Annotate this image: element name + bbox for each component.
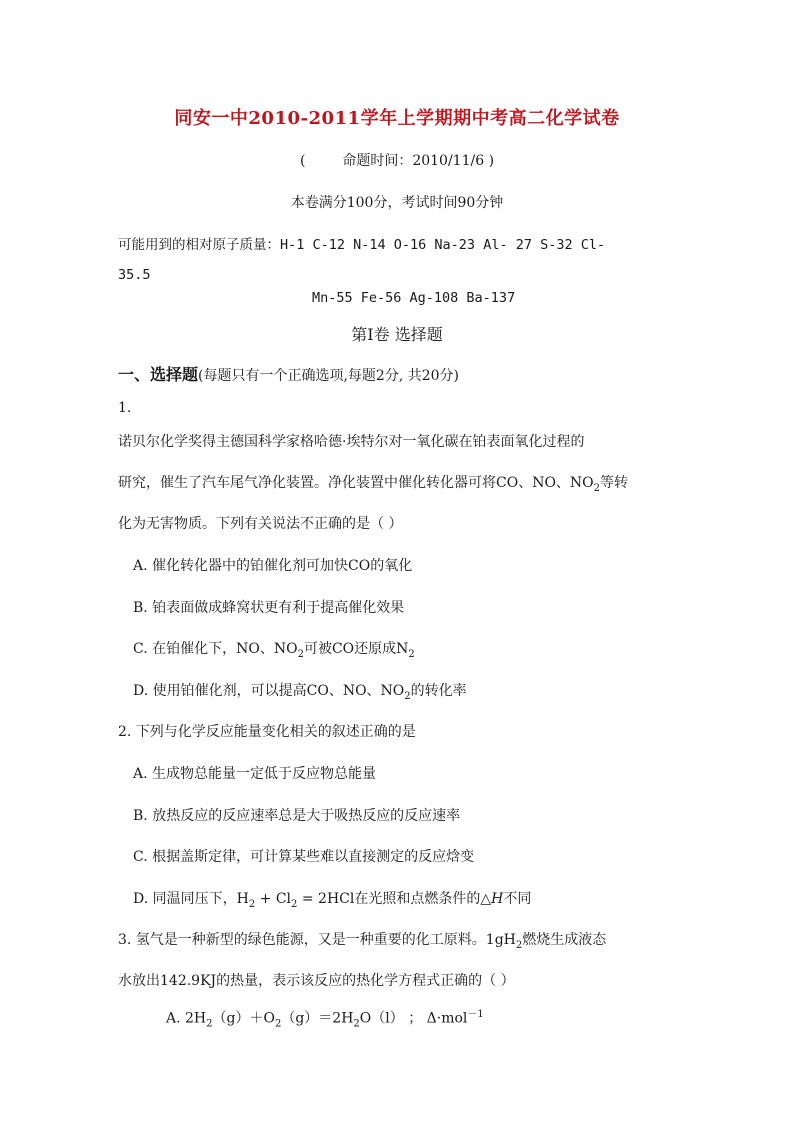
q1-stem-line-1: 诺贝尔化学奖得主德国科学家格哈德·埃特尔对一氧化碳在铂表面氧化过程的 bbox=[118, 434, 585, 450]
q2-stem: 2. 下列与化学反应能量变化相关的叙述正确的是 bbox=[118, 724, 416, 740]
q1-option-c bbox=[133, 638, 415, 660]
q3-stem-sub: 2 bbox=[515, 939, 523, 951]
q1-number: 1. bbox=[118, 400, 132, 416]
q3-stem-line-2: 水放出142.9KJ的热量，表示该反应的热化学方程式正确的（ ） bbox=[118, 973, 515, 989]
q2-option-d-sub2: 2 bbox=[291, 898, 298, 910]
q2-option-d-mid: + Cl bbox=[255, 891, 292, 907]
q2-option-d-tail1: = 2HCl在光照和点燃条件的△ bbox=[297, 891, 492, 907]
q3-option-a-p1: A. 2H bbox=[166, 1010, 207, 1027]
q1-option-d-text: D. 使用铂催化剂，可以提高CO、NO、NO bbox=[133, 683, 405, 699]
exam-title: 同安一中2010-2011学年上学期期中考高二化学试卷 bbox=[174, 108, 620, 129]
section-head-label: 一、选择题 bbox=[118, 365, 199, 384]
q1-option-c-text: C. 在铂催化下，NO、NO bbox=[133, 641, 298, 657]
q2-option-d-text: D. 同温同压下，H bbox=[133, 891, 249, 907]
date-open-paren: ( bbox=[299, 153, 306, 169]
date-line bbox=[0, 150, 794, 170]
q1-option-a: A. 催化转化器中的铂催化剂可加快CO的氧化 bbox=[133, 558, 413, 574]
q1-option-b: B. 铂表面做成蜂窝状更有利于提高催化效果 bbox=[133, 600, 405, 616]
score-line: 本卷满分100分，考试时间90分钟 bbox=[290, 195, 504, 211]
q1-stem-line-2 bbox=[118, 472, 628, 494]
atomic-mass-line-2: 35.5 bbox=[118, 267, 151, 283]
q3-option-a-p4: O（l） ； Δ·mol bbox=[359, 1010, 468, 1027]
q2-option-c: C. 根据盖斯定律，可计算某些难以直接测定的反应焓变 bbox=[133, 849, 475, 865]
q3-stem-text: 3. 氢气是一种新型的绿色能源，又是一种重要的化工原料。1gH bbox=[118, 932, 516, 948]
atomic-mass-line-3: Mn-55 Fe-56 Ag-108 Ba-137 bbox=[312, 290, 516, 306]
q3-option-a-p2: （g）＋O bbox=[212, 1010, 275, 1027]
q2-option-d-sub1: 2 bbox=[248, 898, 256, 910]
q1-option-d bbox=[133, 680, 467, 702]
atomic-mass-line-1: 可能用到的相对原子质量：H-1 C-12 N-14 O-16 Na-23 Al- 27 S-32 Cl- bbox=[118, 237, 606, 253]
q3-option-a-sup: －1 bbox=[467, 1009, 484, 1020]
q1-option-c-sub2: 2 bbox=[408, 648, 415, 660]
q3-stem-line-1 bbox=[118, 929, 606, 951]
q1-option-c-mid: 可被CO还原成N bbox=[303, 641, 409, 657]
q3-option-a-p3: （g）＝2H bbox=[281, 1010, 354, 1027]
q3-stem-tail: 燃烧生成液态 bbox=[522, 932, 607, 948]
q2-option-b: B. 放热反应的反应速率总是大于吸热反应的反应速率 bbox=[133, 808, 461, 824]
q2-option-d-tail2: 不同 bbox=[503, 891, 532, 907]
q2-option-a: A. 生成物总能量一定低于反应物总能量 bbox=[133, 766, 377, 782]
q1-stem-line-2-text: 研究，催生了汽车尾气净化装置。净化装置中催化转化器可将CO、NO、NO bbox=[118, 475, 594, 491]
q2-option-d-italic: H bbox=[491, 891, 504, 907]
q1-stem-sub: 2 bbox=[593, 482, 601, 494]
section-note: (每题只有一个正确选项,每题2分, 共20分) bbox=[198, 368, 460, 384]
q2-option-d bbox=[133, 888, 531, 910]
q3-option-a-s2: 2 bbox=[274, 1018, 282, 1030]
q1-option-d-sub: 2 bbox=[404, 690, 411, 702]
q1-option-d-tail: 的转化率 bbox=[410, 683, 467, 699]
part-title: 第Ⅰ卷 选择题 bbox=[351, 325, 443, 344]
section-heading bbox=[118, 362, 459, 385]
q1-stem-line-3: 化为无害物质。下列有关说法不正确的是（ ） bbox=[118, 516, 403, 532]
date-label: 命题时间：2010/11/6 bbox=[342, 153, 485, 169]
q3-option-a-s1: 2 bbox=[206, 1018, 213, 1030]
q1-option-c-sub1: 2 bbox=[297, 648, 304, 660]
q3-option-a-s3: 2 bbox=[353, 1018, 360, 1030]
date-close-paren: ) bbox=[488, 153, 495, 169]
q3-option-a bbox=[166, 1005, 484, 1029]
q1-stem-line-2-tail: 等转 bbox=[600, 475, 629, 491]
